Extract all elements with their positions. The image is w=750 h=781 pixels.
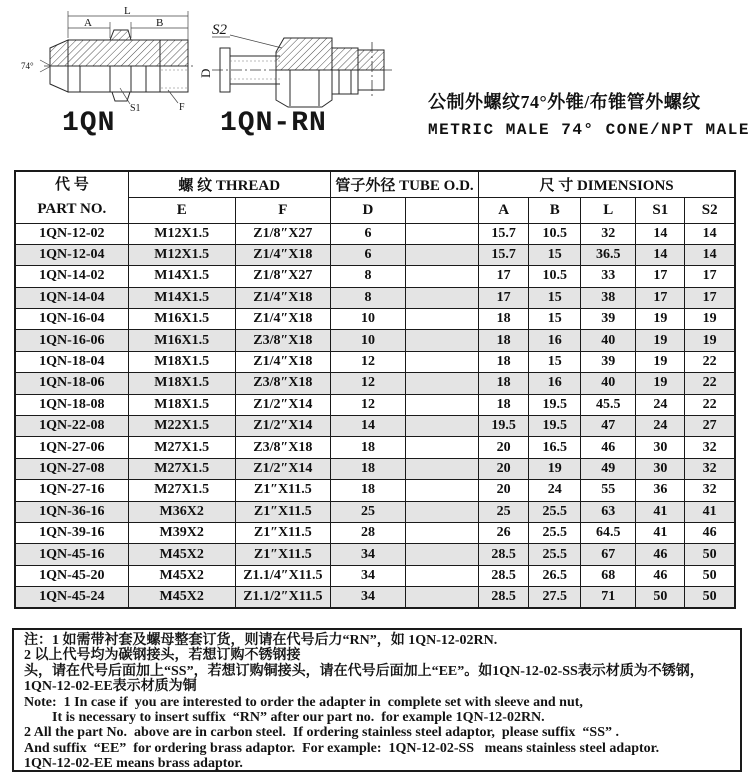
table-cell: 10 [330, 309, 405, 330]
table-cell: M36X2 [128, 501, 235, 522]
col-header-a: A [479, 197, 529, 223]
table-cell: 36 [636, 480, 685, 501]
table-cell: 17 [636, 266, 685, 287]
table-cell: 12 [330, 351, 405, 372]
table-cell: Z1/4″X18 [235, 309, 330, 330]
table-cell: 10 [330, 330, 405, 351]
table-cell: 39 [581, 309, 636, 330]
table-cell: Z1/2″X14 [235, 458, 330, 479]
table-cell: 28 [330, 522, 405, 543]
table-cell: Z1/2″X14 [235, 416, 330, 437]
table-cell: M18X1.5 [128, 394, 235, 415]
table-cell: 17 [685, 287, 735, 308]
table-cell: Z1″X11.5 [235, 501, 330, 522]
table-cell: M39X2 [128, 522, 235, 543]
table-cell: M14X1.5 [128, 266, 235, 287]
col-header-s1: S1 [636, 197, 685, 223]
table-cell: M22X1.5 [128, 416, 235, 437]
table-cell: 27.5 [529, 587, 581, 608]
notes-box [12, 628, 742, 772]
table-cell: 28.5 [479, 587, 529, 608]
table-cell: 17 [685, 266, 735, 287]
col-header-part-no-en: PART NO. [37, 201, 107, 218]
dim-label-a: A [84, 17, 92, 29]
table-cell: 32 [581, 223, 636, 244]
table-cell: 24 [636, 394, 685, 415]
table-cell: Z1/4″X18 [235, 287, 330, 308]
col-header-b: B [529, 197, 581, 223]
table-cell: 22 [685, 373, 735, 394]
table-cell: 19 [636, 351, 685, 372]
cone-angle-label: 74° [21, 61, 34, 71]
table-cell: 1QN-39-16 [15, 522, 128, 543]
notes-text [24, 633, 736, 772]
col-header-tube-od: 管子外径 TUBE O.D. [330, 171, 478, 197]
table-cell: M12X1.5 [128, 223, 235, 244]
table-cell: 18 [479, 351, 529, 372]
table-cell: M27X1.5 [128, 458, 235, 479]
col-header-d: D [330, 197, 405, 223]
table-cell: 25.5 [529, 522, 581, 543]
col-header-f: F [235, 197, 330, 223]
table-cell: Z1/2″X14 [235, 394, 330, 415]
table-cell: 16.5 [529, 437, 581, 458]
table-cell: 55 [581, 480, 636, 501]
table-row [15, 244, 735, 265]
table-cell: 50 [685, 587, 735, 608]
col-header-e: E [128, 197, 235, 223]
table-cell: 46 [685, 522, 735, 543]
table-cell: 32 [685, 480, 735, 501]
table-cell: 19.5 [529, 394, 581, 415]
table-cell: 28.5 [479, 544, 529, 565]
table-cell: 46 [636, 565, 685, 586]
table-cell: 36.5 [581, 244, 636, 265]
table-row [15, 309, 735, 330]
table-cell: 1QN-14-02 [15, 266, 128, 287]
table-cell: M27X1.5 [128, 437, 235, 458]
table-cell: 18 [479, 394, 529, 415]
table-cell: 18 [479, 330, 529, 351]
table-cell: 41 [636, 522, 685, 543]
table-cell: M14X1.5 [128, 287, 235, 308]
table-cell: 27 [685, 416, 735, 437]
table-cell: 20 [479, 458, 529, 479]
table-cell: 12 [330, 373, 405, 394]
spec-table [14, 170, 736, 609]
table-cell: 18 [330, 437, 405, 458]
table-cell: 1QN-14-04 [15, 287, 128, 308]
dim-label-b: B [156, 17, 164, 29]
note-line: 2 All the part No. above are in carbon steel. If ordering stainless steel adaptor, please suffix “SS” . [24, 725, 619, 741]
s2-label: S2 [212, 22, 227, 38]
table-cell: 19 [685, 330, 735, 351]
table-cell [406, 394, 479, 415]
table-cell: 15.7 [479, 223, 529, 244]
table-cell: 1QN-16-04 [15, 309, 128, 330]
table-cell: 10.5 [529, 223, 581, 244]
table-cell: 40 [581, 373, 636, 394]
table-cell: 22 [685, 394, 735, 415]
table-cell: 63 [581, 501, 636, 522]
table-row [15, 458, 735, 479]
table-cell: Z1″X11.5 [235, 480, 330, 501]
table-cell: 14 [330, 416, 405, 437]
table-cell: 25 [479, 501, 529, 522]
table-cell: 67 [581, 544, 636, 565]
table-cell: 25.5 [529, 544, 581, 565]
note-line: And suffix “EE” for ordering brass adaptor. For example: 1QN-12-02-SS means stainless steel adaptor. [24, 740, 660, 756]
table-cell: 32 [685, 437, 735, 458]
table-cell: M18X1.5 [128, 373, 235, 394]
table-cell: 20 [479, 480, 529, 501]
table-cell: Z3/8″X18 [235, 373, 330, 394]
table-cell [406, 266, 479, 287]
table-cell: Z1/4″X18 [235, 244, 330, 265]
table-header-row-1 [15, 171, 735, 197]
table-cell: 16 [529, 330, 581, 351]
table-cell: 17 [636, 287, 685, 308]
table-cell: 1QN-12-04 [15, 244, 128, 265]
table-row [15, 501, 735, 522]
table-cell [406, 480, 479, 501]
col-header-s2: S2 [685, 197, 735, 223]
table-cell: 18 [479, 309, 529, 330]
table-cell: 1QN-12-02 [15, 223, 128, 244]
table-cell: 18 [479, 373, 529, 394]
table-cell [406, 587, 479, 608]
col-header-thread: 螺 纹 THREAD [128, 171, 330, 197]
table-cell: 40 [581, 330, 636, 351]
table-cell: 19 [636, 330, 685, 351]
table-cell: 33 [581, 266, 636, 287]
table-cell [406, 458, 479, 479]
table-row [15, 266, 735, 287]
table-row [15, 416, 735, 437]
table-cell: 15 [529, 244, 581, 265]
table-row [15, 544, 735, 565]
table-cell: M16X1.5 [128, 330, 235, 351]
table-cell: 1QN-18-04 [15, 351, 128, 372]
table-cell [406, 287, 479, 308]
table-cell: 45.5 [581, 394, 636, 415]
table-cell: 18 [330, 458, 405, 479]
table-cell: 14 [685, 223, 735, 244]
table-cell: 15 [529, 287, 581, 308]
table-cell [406, 244, 479, 265]
f-label: F [179, 102, 185, 112]
table-cell: Z1/8″X27 [235, 223, 330, 244]
d-label: D [198, 68, 213, 78]
table-cell [406, 373, 479, 394]
note-line: 注：1 如需带衬套及螺母整套订货，则请在代号后力“RN”，如 1QN-12-02RN. [24, 633, 498, 648]
table-cell: 68 [581, 565, 636, 586]
table-cell: 25.5 [529, 501, 581, 522]
table-cell: Z1″X11.5 [235, 522, 330, 543]
table-cell: 71 [581, 587, 636, 608]
table-cell: M12X1.5 [128, 244, 235, 265]
table-cell: 47 [581, 416, 636, 437]
table-cell: 1QN-36-16 [15, 501, 128, 522]
table-row [15, 565, 735, 586]
table-cell: 16 [529, 373, 581, 394]
table-row [15, 587, 735, 608]
table-cell: 32 [685, 458, 735, 479]
table-cell: 41 [685, 501, 735, 522]
table-cell [406, 501, 479, 522]
table-cell: 24 [636, 416, 685, 437]
drawing-label-1qn-rn: 1QN-RN [220, 108, 327, 139]
table-cell: 6 [330, 244, 405, 265]
table-cell: 17 [479, 287, 529, 308]
table-row [15, 373, 735, 394]
note-line: 1QN-12-02-EE means brass adaptor. [24, 756, 243, 772]
table-cell: 1QN-45-24 [15, 587, 128, 608]
table-cell: 10.5 [529, 266, 581, 287]
table-cell [406, 416, 479, 437]
table-row [15, 330, 735, 351]
table-cell: 19.5 [479, 416, 529, 437]
col-header-blank [406, 197, 479, 223]
table-cell [406, 437, 479, 458]
table-cell: 19.5 [529, 416, 581, 437]
table-cell: 30 [636, 437, 685, 458]
table-cell: M45X2 [128, 565, 235, 586]
table-cell [406, 351, 479, 372]
col-header-dimensions: 尺 寸 DIMENSIONS [479, 171, 735, 197]
table-cell: 1QN-27-08 [15, 458, 128, 479]
table-cell: 1QN-45-20 [15, 565, 128, 586]
table-cell [406, 330, 479, 351]
table-cell: Z1.1/2″X11.5 [235, 587, 330, 608]
table-cell: 1QN-22-08 [15, 416, 128, 437]
table-cell: 39 [581, 351, 636, 372]
table-cell: 15 [529, 351, 581, 372]
table-cell: Z1″X11.5 [235, 544, 330, 565]
table-cell: 64.5 [581, 522, 636, 543]
col-header-part-no [15, 171, 128, 223]
table-cell: 1QN-18-08 [15, 394, 128, 415]
table-cell: 46 [581, 437, 636, 458]
table-cell: 26.5 [529, 565, 581, 586]
table-cell: 25 [330, 501, 405, 522]
table-cell: 26 [479, 522, 529, 543]
table-cell: 30 [636, 458, 685, 479]
table-cell [406, 565, 479, 586]
table-row [15, 480, 735, 501]
drawing-label-1qn: 1QN [62, 108, 116, 139]
table-cell: 49 [581, 458, 636, 479]
col-header-l: L [581, 197, 636, 223]
page-title-chinese: 公制外螺纹74°外锥/布锥管外螺纹 [428, 92, 701, 112]
table-cell [406, 522, 479, 543]
table-cell: 19 [636, 309, 685, 330]
table-cell: 6 [330, 223, 405, 244]
table-row [15, 394, 735, 415]
technical-drawing-1qn [20, 4, 198, 112]
table-cell: 34 [330, 565, 405, 586]
note-line: 1QN-12-02-EE表示材质为铜 [24, 679, 197, 695]
table-cell: 20 [479, 437, 529, 458]
table-cell: 46 [636, 544, 685, 565]
table-cell: 19 [529, 458, 581, 479]
table-cell: 19 [685, 309, 735, 330]
table-cell: 15.7 [479, 244, 529, 265]
table-row [15, 287, 735, 308]
table-cell: 18 [330, 480, 405, 501]
table-body [15, 223, 735, 608]
table-cell: Z3/8″X18 [235, 437, 330, 458]
table-cell: 12 [330, 394, 405, 415]
table-cell: 22 [685, 351, 735, 372]
note-line: Note: 1 In case if you are interested to order the adapter in complete set with sleeve and nut, [24, 694, 583, 710]
table-cell: 50 [636, 587, 685, 608]
table-cell: 41 [636, 501, 685, 522]
title-block [428, 88, 750, 139]
table-cell: 50 [685, 565, 735, 586]
note-line: 头，请在代号后面加上“SS”，若想订购铜接头，请在代号后面加上“EE”。如1QN-12-02-SS表示材质为不锈钢， [24, 663, 704, 679]
table-cell: 17 [479, 266, 529, 287]
table-cell: M18X1.5 [128, 351, 235, 372]
table-row [15, 437, 735, 458]
table-cell: 14 [636, 223, 685, 244]
table-cell: 19 [636, 373, 685, 394]
table-cell: 8 [330, 287, 405, 308]
table-cell: 1QN-27-06 [15, 437, 128, 458]
table-row [15, 223, 735, 244]
table-cell: 15 [529, 309, 581, 330]
table-cell: 50 [685, 544, 735, 565]
page-title-english: METRIC MALE 74° CONE/NPT MALE [428, 121, 750, 139]
table-cell: 8 [330, 266, 405, 287]
table-cell: Z1/8″X27 [235, 266, 330, 287]
table-cell [406, 309, 479, 330]
table-cell: Z1/4″X18 [235, 351, 330, 372]
table-cell: 14 [636, 244, 685, 265]
table-cell [406, 223, 479, 244]
note-line: It is necessary to insert suffix “RN” after our part no. for example 1QN-12-02RN. [24, 710, 545, 726]
table-cell: 38 [581, 287, 636, 308]
table-cell: 1QN-45-16 [15, 544, 128, 565]
table-cell: 28.5 [479, 565, 529, 586]
table-row [15, 522, 735, 543]
table-cell: 1QN-16-06 [15, 330, 128, 351]
technical-drawing-1qn-rn [198, 4, 398, 112]
table-cell [406, 544, 479, 565]
dim-label-l: L [124, 5, 131, 17]
table-cell: M45X2 [128, 544, 235, 565]
table-cell: 1QN-27-16 [15, 480, 128, 501]
s1-label: S1 [130, 103, 141, 112]
table-cell: M16X1.5 [128, 309, 235, 330]
table-cell: Z1.1/4″X11.5 [235, 565, 330, 586]
table-cell: M27X1.5 [128, 480, 235, 501]
table-cell: 34 [330, 587, 405, 608]
col-header-part-no-cn: 代 号 [54, 177, 89, 194]
table-cell: M45X2 [128, 587, 235, 608]
table-row [15, 351, 735, 372]
table-cell: 34 [330, 544, 405, 565]
table-cell: 24 [529, 480, 581, 501]
table-cell: Z3/8″X18 [235, 330, 330, 351]
note-line: 2 以上代号均为碳钢接头，若想订购不锈钢接 [24, 648, 301, 664]
table-cell: 1QN-18-06 [15, 373, 128, 394]
table-cell: 14 [685, 244, 735, 265]
